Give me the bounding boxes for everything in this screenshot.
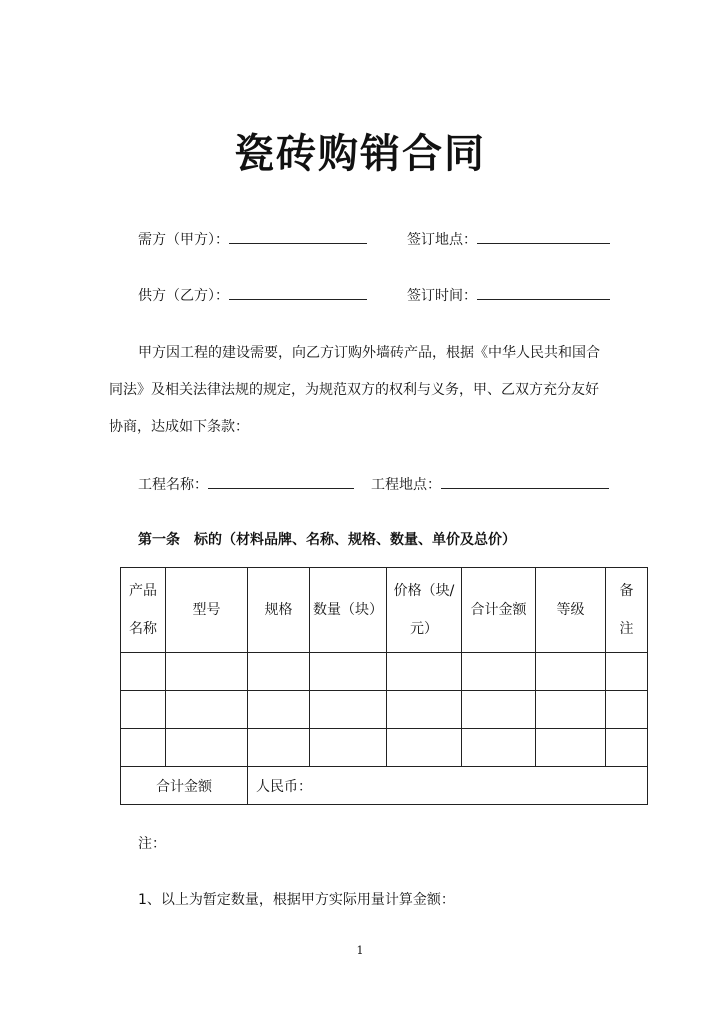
table-cell[interactable] <box>248 729 310 767</box>
project-name-field <box>138 474 354 495</box>
sign-place-label: 签订地点： <box>407 232 477 248</box>
page-number: 1 <box>356 944 364 957</box>
table-cell[interactable] <box>248 653 310 691</box>
table-row <box>121 729 648 767</box>
table-cell[interactable] <box>387 729 462 767</box>
header-product-name <box>121 568 166 653</box>
header-price-1: 价格（块/ <box>393 583 455 599</box>
intro-line-3: 协商，达成如下条款： <box>109 419 249 435</box>
buyer-field <box>138 229 367 250</box>
table-cell[interactable] <box>166 653 248 691</box>
intro-line-1: 甲方因工程的建设需要，向乙方订购外墙砖产品，根据《中华人民共和国合 <box>138 345 600 361</box>
total-row-label: 合计金额 <box>121 767 248 805</box>
table-cell[interactable] <box>606 653 648 691</box>
table-total-row <box>121 767 648 805</box>
sign-time-label: 签订时间： <box>407 288 477 304</box>
clause-1-heading <box>138 530 516 550</box>
project-name-blank[interactable] <box>208 474 354 489</box>
table-cell[interactable] <box>121 653 166 691</box>
buyer-blank[interactable] <box>229 229 367 244</box>
table-cell[interactable] <box>310 691 387 729</box>
table-cell[interactable] <box>166 729 248 767</box>
table-cell[interactable] <box>310 653 387 691</box>
sign-time-blank[interactable] <box>477 285 610 300</box>
header-remark <box>606 568 648 653</box>
table-cell[interactable] <box>536 653 606 691</box>
project-site-blank[interactable] <box>441 474 609 489</box>
notes-label: 注： <box>138 836 166 852</box>
clause-1-number: 第一条 <box>138 532 180 548</box>
table-cell[interactable] <box>606 729 648 767</box>
supplier-field <box>138 285 367 306</box>
sign-place-blank[interactable] <box>477 229 610 244</box>
clause-1-text: 标的（材料品牌、名称、规格、数量、单价及总价） <box>194 532 516 548</box>
supplier-label: 供方（乙方）： <box>138 288 229 304</box>
table-cell[interactable] <box>606 691 648 729</box>
table-cell[interactable] <box>387 691 462 729</box>
table-cell[interactable] <box>536 691 606 729</box>
document-title: 瓷砖购销合同 <box>234 131 486 177</box>
table-header-row <box>121 568 648 653</box>
project-name-label: 工程名称： <box>138 477 208 493</box>
table-cell[interactable] <box>536 729 606 767</box>
header-remark-1: 备 <box>619 583 634 599</box>
rmb-label: 人民币： <box>256 778 312 795</box>
table-cell[interactable] <box>121 691 166 729</box>
table-cell[interactable] <box>387 653 462 691</box>
header-product-name-1: 产品 <box>129 583 157 599</box>
table-cell[interactable] <box>462 729 536 767</box>
header-total: 合计金额 <box>462 568 536 653</box>
spec-table <box>120 567 648 805</box>
supplier-blank[interactable] <box>229 285 367 300</box>
table-cell[interactable] <box>166 691 248 729</box>
notes-item-1: 1、以上为暂定数量，根据甲方实际用量计算金额： <box>138 892 455 908</box>
header-model: 型号 <box>166 568 248 653</box>
table-row <box>121 691 648 729</box>
header-price <box>387 568 462 653</box>
table-cell[interactable] <box>248 691 310 729</box>
header-spec: 规格 <box>248 568 310 653</box>
header-remark-2: 注 <box>619 621 634 637</box>
table-cell[interactable] <box>121 729 166 767</box>
table-cell[interactable] <box>462 691 536 729</box>
project-site-field <box>371 474 609 495</box>
buyer-label: 需方（甲方）： <box>138 232 229 248</box>
table-cell[interactable] <box>462 653 536 691</box>
table-row <box>121 653 648 691</box>
sign-time-field <box>407 285 610 306</box>
header-quantity: 数量（块） <box>310 568 387 653</box>
intro-line-2: 同法》及相关法律法规的规定，为规范双方的权利与义务，甲、乙双方充分友好 <box>109 382 599 398</box>
project-site-label: 工程地点： <box>371 477 441 493</box>
table-cell[interactable] <box>310 729 387 767</box>
header-grade: 等级 <box>536 568 606 653</box>
header-price-2: 元） <box>410 621 438 637</box>
header-product-name-2: 名称 <box>129 621 157 637</box>
total-row-value[interactable] <box>248 767 648 805</box>
sign-place-field <box>407 229 610 250</box>
